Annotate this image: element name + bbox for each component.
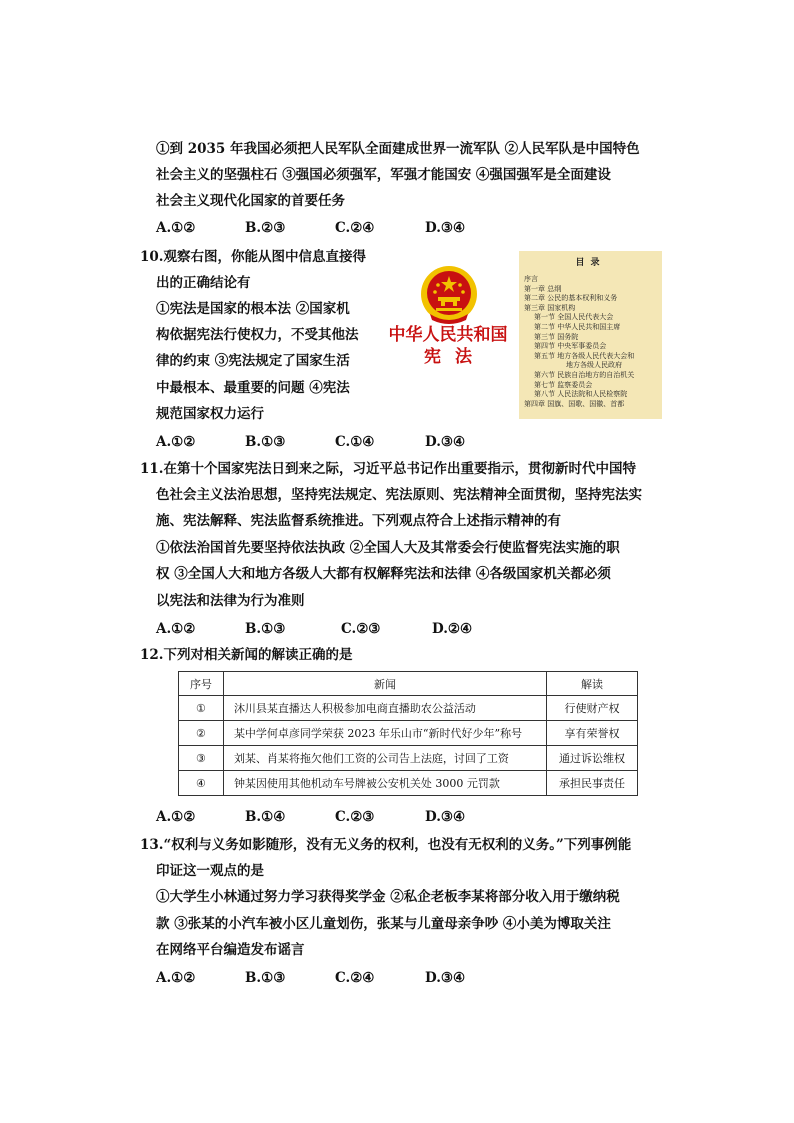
news-table-header <box>179 672 638 696</box>
q11-line-6: 以宪法和法律为行为准则 <box>156 593 305 609</box>
q13-line-2: 印证这一观点的是 <box>156 863 264 879</box>
q10-line-7: 规范国家权力运行 <box>156 406 264 422</box>
news-table <box>178 671 638 796</box>
q9-option-b: B.②③ <box>245 220 286 236</box>
toc-row: 第四章 国旗、国歌、国徽、首都 <box>524 399 625 408</box>
q9-option-a: A.①② <box>156 220 196 236</box>
toc-row: 第七节 监察委员会 <box>534 380 593 389</box>
toc-row: 地方各级人民政府 <box>566 361 622 370</box>
q11-option-d: D.②④ <box>432 621 473 637</box>
national-emblem-icon <box>418 264 480 326</box>
toc-title: 目录 <box>575 258 606 268</box>
q12-option-c: C.②③ <box>335 809 375 825</box>
row-news: 沐川县某直播达人积极参加电商直播助农公益活动 <box>223 696 546 721</box>
q13-option-d: D.③④ <box>425 970 466 986</box>
constitution-toc-picture <box>519 251 662 419</box>
q11-line-1: 11.在第十个国家宪法日到来之际，习近平总书记作出重要指示，贯彻新时代中国特 <box>140 461 636 477</box>
row-index: ④ <box>179 771 224 796</box>
toc-row: 第二章 公民的基本权利和义务 <box>524 294 618 303</box>
row-news: 某中学何卓彦同学荣获 2023 年乐山市“新时代好少年”称号 <box>223 721 546 746</box>
q11-line-5: 权 ③全国人大和地方各级人大都有权解释宪法和法律 ④各级国家机关都必须 <box>156 566 611 582</box>
q13-option-b: B.①③ <box>245 970 286 986</box>
header-index: 序号 <box>179 672 224 696</box>
q12-option-d: D.③④ <box>425 809 466 825</box>
q12-option-b: B.①④ <box>245 809 286 825</box>
header-news: 新闻 <box>223 672 546 696</box>
q13-line-4: 款 ③张某的小汽车被小区儿童划伤，张某与儿童母亲争吵 ④小美为博取关注 <box>156 916 611 932</box>
q9-line-1: ①到 2035 年我国必须把人民军队全面建成世界一流军队 ②人民军队是中国特色 <box>156 141 640 157</box>
toc-row: 第四节 中央军事委员会 <box>534 342 607 351</box>
q12-stem: 12.下列对相关新闻的解读正确的是 <box>140 647 353 663</box>
q10-line-6: 中最根本、最重要的问题 ④宪法 <box>156 380 350 396</box>
table-row <box>179 696 638 721</box>
q11-option-c: C.②③ <box>341 621 381 637</box>
toc-row: 第一章 总纲 <box>524 284 562 293</box>
q10-option-d: D.③④ <box>425 434 466 450</box>
q13-line-1: 13.“权利与义务如影随形，没有无义务的权利，也没有无权利的义务。”下列事例能 <box>140 837 632 853</box>
q13-line-5: 在网络平台编造发布谣言 <box>156 942 305 958</box>
row-index: ② <box>179 721 224 746</box>
q11-option-a: A.①② <box>156 621 196 637</box>
table-row <box>179 771 638 796</box>
row-index: ③ <box>179 746 224 771</box>
q11-line-3: 施、宪法解释、宪法监督系统推进。下列观点符合上述指示精神的有 <box>156 513 561 529</box>
q10-line-5: 律的约束 ③宪法规定了国家生活 <box>156 353 350 369</box>
constitution-title-line-1: 中华人民共和国 <box>388 325 508 345</box>
constitution-title-line-2: 宪法 <box>424 347 486 367</box>
toc-row: 第三章 国家机构 <box>524 303 576 312</box>
q10-line-1: 10.观察右图，你能从图中信息直接得 <box>140 249 366 265</box>
row-interpretation: 承担民事责任 <box>547 771 638 796</box>
q9-line-3: 社会主义现代化国家的首要任务 <box>156 193 345 209</box>
q10-option-c: C.①④ <box>335 434 375 450</box>
table-row <box>179 721 638 746</box>
q11-line-2: 色社会主义法治思想，坚持宪法规定、宪法原则、宪法精神全面贯彻，坚持宪法实 <box>156 487 642 503</box>
row-interpretation: 行使财产权 <box>547 696 638 721</box>
header-interpretation: 解读 <box>547 672 638 696</box>
q13-option-c: C.②④ <box>335 970 375 986</box>
toc-row: 第三节 国务院 <box>534 332 579 341</box>
toc-row: 第一节 全国人民代表大会 <box>534 313 614 322</box>
toc-row: 第八节 人民法院和人民检察院 <box>534 390 628 399</box>
row-news: 钟某因使用其他机动车号牌被公安机关处 3000 元罚款 <box>223 771 546 796</box>
row-interpretation: 享有荣誉权 <box>547 721 638 746</box>
constitution-picture-title <box>382 324 514 368</box>
q11-line-4: ①依法治国首先要坚持依法执政 ②全国人大及其常委会行使监督宪法实施的职 <box>156 540 620 556</box>
q9-option-c: C.②④ <box>335 220 375 236</box>
toc-row: 序言 <box>524 275 538 283</box>
row-news: 刘某、肖某将拖欠他们工资的公司告上法庭，讨回了工资 <box>223 746 546 771</box>
q10-option-a: A.①② <box>156 434 196 450</box>
toc-row: 第二节 中华人民共和国主席 <box>534 322 621 331</box>
q9-line-2: 社会主义的坚强柱石 ③强国必须强军，军强才能国安 ④强国强军是全面建设 <box>156 167 611 183</box>
q10-line-2: 出的正确结论有 <box>156 275 251 291</box>
row-interpretation: 通过诉讼维权 <box>547 746 638 771</box>
q11-option-b: B.①③ <box>245 621 286 637</box>
q10-line-3: ①宪法是国家的根本法 ②国家机 <box>156 301 350 317</box>
q12-option-a: A.①② <box>156 809 196 825</box>
q10-option-b: B.①③ <box>245 434 286 450</box>
toc-row: 第五节 地方各级人民代表大会和 <box>534 351 635 360</box>
q13-option-a: A.①② <box>156 970 196 986</box>
q13-line-3: ①大学生小林通过努力学习获得奖学金 ②私企老板李某将部分收入用于缴纳税 <box>156 889 620 905</box>
toc-row: 第六节 民族自治地方的自治机关 <box>534 370 635 379</box>
q10-line-4: 构依据宪法行使权力，不受其他法 <box>156 327 359 343</box>
q9-option-d: D.③④ <box>425 220 466 236</box>
table-row <box>179 746 638 771</box>
row-index: ① <box>179 696 224 721</box>
